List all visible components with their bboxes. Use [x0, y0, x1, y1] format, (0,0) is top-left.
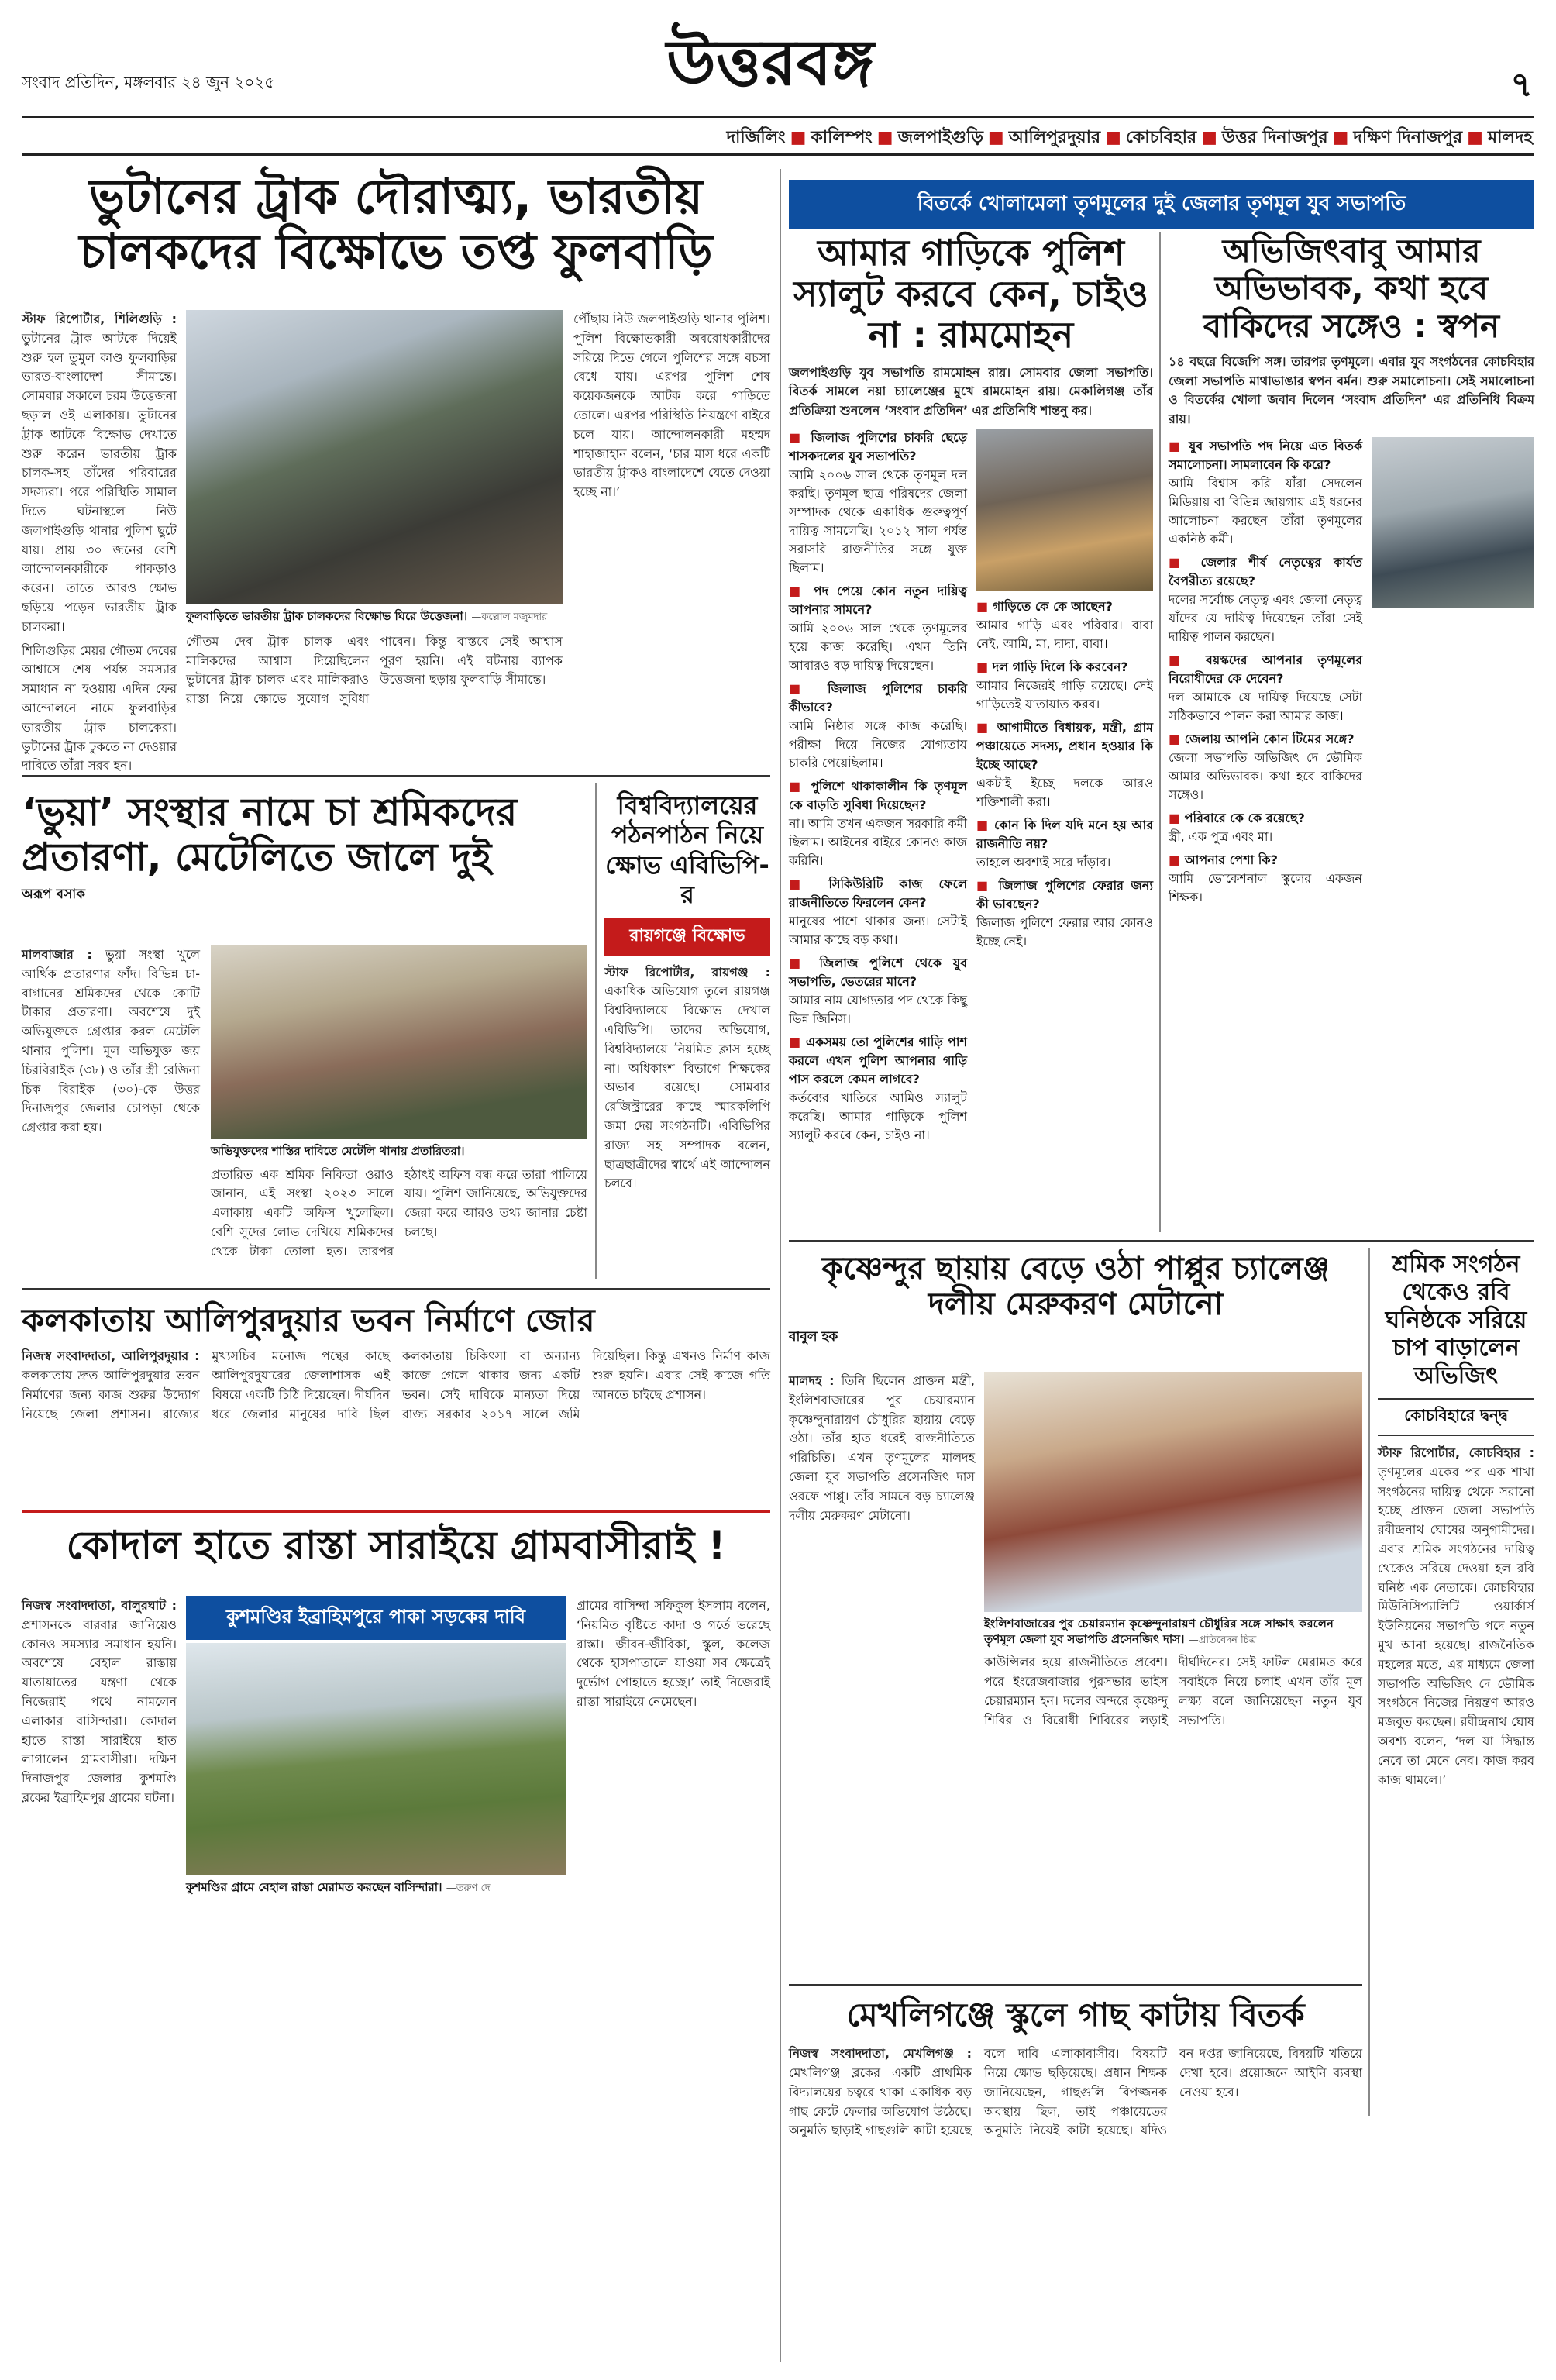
page-number: ৭: [1510, 65, 1533, 105]
question: ■ আপনার পেশা কি?: [1169, 852, 1278, 867]
story-pappu: [789, 1251, 1362, 1353]
divider: [22, 1288, 770, 1290]
question: ■ গাড়িতে কে কে আছেন?: [976, 599, 1113, 614]
divider: [1159, 232, 1161, 1232]
byline: বাবুল হক: [789, 1329, 838, 1345]
qa-item: [976, 718, 1153, 811]
answer: না। আমি তখন একজন সরকারি কর্মী ছিলাম। আইনের বাইরে কোনও কাজ করিনি।: [789, 816, 967, 869]
separator: ■: [1467, 128, 1483, 147]
masthead-bottom-rule: [22, 153, 1534, 156]
qa-item: [1169, 651, 1362, 725]
qa-list: [1169, 437, 1362, 911]
intro: ১৪ বছরে বিজেপি সঙ্গ। তারপর তৃণমূলে। এবার যুব সংগঠনের কোচবিহার জেলা সভাপতি মাথাভাঙার স্বপন বর্মন। শুরু সমালোচনা। সেই সমালোচনা ও বিতর্কের খোলা জবাব দিলেন ‘সংবাদ প্রতিদিন’ এর প্রতিনিধি বিক্রম রায়।: [1169, 353, 1534, 427]
section-title: উত্তরবঙ্গ: [666, 26, 874, 100]
paragraph: গ্রামের বাসিন্দা সফিকুল ইসলাম বলেন, ‘নিয়মিত বৃষ্টিতে কাদা ও গর্তে ভরেছে রাস্তা। জীবন-জীবিকা, স্কুল, কলেজ থেকে হাসপাতালে যাওয়া সব ক্ষেত্রেই দুর্ভোগ পোহাতে হচ্ছে।’ তাই নিজেরাই রাস্তা সারাইয়ে নেমেছেন।: [577, 1598, 770, 1709]
photo-credit: —তরুণ দে: [446, 1882, 491, 1894]
qa-item: [976, 877, 1153, 951]
qa-item: [1169, 851, 1362, 907]
story-fake-company: [22, 790, 587, 911]
paragraph: তৃণমূলের একের পর এক শাখা সংগঠনের দায়িত্ব থেকে সরানো হচ্ছে প্রাক্তন জেলা সভাপতি রবীন্দ্রনাথ ঘোষের অনুগামীদের। এবার শ্রমিক সংগঠনের দায়িত্ব থেকেও সরিয়ে দেওয়া হল রবি ঘনিষ্ঠ এক নেতাকে। কোচবিহার মিউনিসিপ্যালিটি ওয়ার্কার্স ইউনিয়নের সভাপতি পদে নতুন মুখ আনা হয়েছে। রাজনৈতিক মহলের মতে, এর মাধ্যমে জেলা সভাপতি অভিজিৎ দে ভৌমিক সংগঠনে নিজের নিয়ন্ত্রণ আরও মজবুত করছেন। রবীন্দ্রনাথ ঘোষ অবশ্য বলেন, ‘দল যা সিদ্ধান্ত নেবে তা মেনে নেব। কাজ করব কাজ থামলে।’: [1378, 1464, 1534, 1787]
headline: আমার গাড়িকে পুলিশ স্যালুট করবে কেন, চাইও না : রামমোহন: [793, 232, 1148, 356]
paragraph: ভুটানের ট্রাক আটকে দিয়েই শুরু হল তুমুল কাণ্ড ফুলবাড়ির ভারত-বাংলাদেশ সীমান্তে। সোমবার সকালে চরম উত্তেজনা ছড়াল ওই এলাকায়। ভুটানের ট্রাক আটকে বিক্ষোভ দেখাতে শুরু করেন ভারতীয় ট্রাক চালক-সহ তাঁদের পরিবারের সদস্যরা। পরে পরিস্থিতি সামাল দিতে ঘটনাস্থলে নিউ জলপাইগুড়ি থানার পুলিশ ছুটে যায়। প্রায় ৩০ জনের বেশি আন্দোলনকারীকে পাকড়াও করেন। তাতে আরও ক্ষোভ ছড়িয়ে পড়েন ভারতীয় ট্রাক চালকরা।: [22, 330, 177, 634]
answer: মানুষের পাশে থাকার জন্য। সেটাই আমার কাছে বড় কথা।: [789, 914, 967, 948]
separator: ■: [876, 128, 893, 147]
answer: আমি ভোকেশনাল স্কুলের একজন শিক্ষক।: [1169, 871, 1362, 905]
qa-list: [789, 429, 967, 1149]
paragraph: কাউন্সিলর হয়ে রাজনীতিতে প্রবেশ। পরে ইংরেজবাজার পুরসভার ভাইস চেয়ারম্যান হন। দলের অন্দরে কৃষ্ণেন্দু শিবির ও বিরোধী শিবিরের লড়াই দীর্ঘদিনের। সেই ফাটল মেরামত করে সবাইকে নিয়ে চলাই এখন তাঁর মূল লক্ষ্য বলে জানিয়েছেন নতুন যুব সভাপতি।: [984, 1655, 1362, 1727]
protest-photo: [186, 310, 563, 604]
question: ■ দল গাড়ি দিলে কি করবেন?: [976, 660, 1128, 674]
headline: ভুটানের ট্রাক দৌরাত্ম্য, ভারতীয় চালকদের বিক্ষোভে তপ্ত ফুলবাড়ি: [79, 168, 713, 281]
byline: স্টাফ রিপোর্টার, শিলিগুড়ি :: [22, 312, 177, 326]
question: ■ পুলিশে থাকাকালীন কি তৃণমূল কে বাড়তি সুবিধা দিয়েছেন?: [789, 779, 967, 812]
answer: আমার গাড়ি এবং পরিবার। বাবা নেই, আমি, মা, দাদা, বাবা।: [976, 618, 1153, 652]
answer: আমি ২০০৬ সাল থেকে তৃণমূলের হয়ে কাজ করেছি। এখন তিনি আবারও বড় দায়িত্ব দিয়েছেন।: [789, 621, 967, 673]
divider: [595, 783, 597, 1279]
paragraph: ভুয়া সংস্থা খুলে আর্থিক প্রতারণার ফাঁদ। বিভিন্ন চা-বাগানের শ্রমিকদের থেকে কোটি টাকার প্রতারণা। অবশেষে দুই অভিযুক্তকে গ্রেপ্তার করল মেটেলি থানার পুলিশ। মূল অভিযুক্ত জয় চিরবিরাইক (৩৮) ও তাঁর স্ত্রী রেজিনা চিক বিরাইক (৩০)-কে উত্তর দিনাজপুর জেলার চোপড়া থেকে গ্রেপ্তার করা হয়।: [22, 947, 200, 1135]
story-fake-company-photo-block: [211, 945, 587, 1261]
story-bhutan-trucks: [22, 169, 770, 280]
qa-item: [1169, 437, 1362, 549]
district-item: কোচবিহার: [1125, 128, 1197, 147]
district-item: উত্তর দিনাজপুর: [1221, 128, 1328, 147]
answer: স্ত্রী, এক পুত্র এবং মা।: [1169, 829, 1273, 845]
byline: নিজস্ব সংবাদদাতা, আলিপুরদুয়ার :: [22, 1348, 200, 1364]
district-item: জলপাইগুড়ি: [897, 128, 983, 147]
photo-credit: —প্রতিবেদন চিত্র: [1188, 1634, 1257, 1646]
paragraph: প্রতারিত এক শ্রমিক নিকিতা ওরাও জানান, এই সংস্থা ২০২৩ সালে এলাকায় একটি অফিস খুলেছিল। বেশি সুদের লোভ দেখিয়ে শ্রমিকদের থেকে টাকা তোলা হত। তারপর হঠাৎই অফিস বন্ধ করে তারা পালিয়ে যায়। পুলিশ জানিয়েছে, অভিযুক্তদের জেরা করে আরও তথ্য জানার চেষ্টা চলছে।: [211, 1166, 587, 1259]
paragraph: প্রশাসনকে বারবার জানিয়েও কোনও সমস্যার সমাধান হয়নি। অবশেষে বেহাল রাস্তায় যাতায়াতের যন্ত্রণা থেকে নিজেরাই পথে নামলেন এলাকার বাসিন্দারা। কোদাল হাতে রাস্তা সারাইয়ে হাত লাগালেন গ্রামবাসীরা। দক্ষিণ দিনাজপুর জেলার কুশমণ্ডি ব্লকের ইব্রাহিমপুর গ্রামের ঘটনা।: [22, 1617, 177, 1805]
story-tag: কোচবিহারে দ্বন্দ্ব: [1378, 1398, 1534, 1436]
interview-rammohan: [789, 232, 1153, 1149]
qa-item: [1169, 553, 1362, 646]
rammohan-photo: [976, 429, 1153, 591]
pappu-photo: [984, 1372, 1362, 1612]
answer: দলের সর্বোচ্চ নেতৃত্ব এবং জেলা নেতৃত্ব যাঁদের যে দায়িত্ব দিয়েছেন তাঁরা সেই দায়িত্ব পালন করছেন।: [1169, 592, 1362, 645]
byline: স্টাফ রিপোর্টার, কোচবিহার :: [1378, 1445, 1534, 1460]
question: ■ একসময় তো পুলিশের গাড়ি পাশ করলে এখন পুলিশ আপনার গাড়ি পাস করলে কেমন লাগবে?: [789, 1035, 967, 1087]
story-bhutan-photo-block: [186, 310, 563, 709]
question: ■ আগামীতে বিধায়ক, মন্ত্রী, গ্রাম পঞ্চায়েতে সদস্য, প্রধান হওয়ার কি ইচ্ছে আছে?: [976, 720, 1153, 772]
qa-item: [1169, 809, 1362, 846]
paragraph: শিলিগুড়ির মেয়র গৌতম দেবের আশ্বাসে শেষ পর্যন্ত সমস্যার সমাধান না হওয়ায় এদিন ফের আন্দোলনে নামে ফুলবাড়ির ভারতীয় ট্রাক চালকেরা। ভুটানের ট্রাক ঢুকতে না দেওয়ার দাবিতে তাঁরা সরব হন।: [22, 642, 177, 773]
answer: তাহলে অবশ্যই সরে দাঁড়াব।: [976, 855, 1111, 870]
qa-item: [789, 954, 967, 1028]
answer: জেলা সভাপতি অভিজিৎ দে ভৌমিক আমার অভিভাবক। কথা হবে বাকিদের সঙ্গেও।: [1169, 750, 1362, 803]
headline: ‘ভুয়া’ সংস্থার নামে চা শ্রমিকদের প্রতারণা, মেটেলিতে জালে দুই: [22, 790, 518, 880]
paragraph: তিনি ছিলেন প্রাক্তন মন্ত্রী, ইংলিশবাজারের পুর চেয়ারম্যান কৃষ্ণেন্দুনারায়ণ চৌধুরির ছায়ায় বেড়ে ওঠা। তাঁর হাত ধরেই রাজনীতিতে পরিচিতি। এখন তৃণমূলের মালদহ জেলা যুব সভাপতি প্রসেনজিৎ দাস ওরফে পাপ্পু। তাঁর সামনে বড় চ্যালেঞ্জ দলীয় মেরুকরণ মেটানো।: [789, 1373, 975, 1523]
separator: ■: [1105, 128, 1121, 147]
divider: [22, 1510, 770, 1513]
headline: শ্রমিক সংগঠন থেকেও রবি ঘনিষ্ঠকে সরিয়ে চাপ বাড়ালেন অভিজিৎ: [1385, 1251, 1527, 1390]
story-bhutan-body-col3: [573, 310, 770, 502]
question: ■ জিলাজ পুলিশের চাকরি কীভাবে?: [789, 681, 967, 715]
story-road-repair-photo-block: [186, 1596, 566, 1896]
headline: মেখলিগঞ্জে স্কুলে গাছ কাটায় বিতর্ক: [846, 1996, 1305, 2034]
headline: কৃষ্ণেন্দুর ছায়ায় বেড়ে ওঠা পাপ্পুর চ্যালেঞ্জ দলীয় মেরুকরণ মেটানো: [821, 1251, 1330, 1322]
qa-item: [1169, 730, 1362, 804]
byline: স্টাফ রিপোর্টার, রায়গঞ্জ :: [604, 964, 770, 980]
answer: আমি ২০০৬ সাল থেকে তৃণমূল দল করছি। তৃণমূল ছাত্র পরিষদের জেলা সম্পাদক থেকে একাধিক গুরুত্বপূর্ণ দায়িত্ব সামলেছি। ২০১২ সাল পর্যন্ত সরাসরি রাজনীতির সঙ্গে যুক্ত ছিলাম।: [789, 467, 967, 576]
divider: [789, 1240, 1534, 1242]
swapan-photo: [1372, 437, 1534, 608]
divider: [789, 1984, 1362, 1986]
intro: জলপাইগুড়ি যুব সভাপতি রামমোহন রায়। সোমবার জেলা সভাপতি। বিতর্ক সামলে নয়া চ্যালেঞ্জের মুখে রামমোহন রায়। মেকালিগঞ্জ তাঁর প্রতিক্রিয়া শুনলেন ‘সংবাদ প্রতিদিন’ এর প্রতিনিধি শান্তনু কর।: [789, 364, 1153, 418]
story-fake-company-col1: [22, 945, 200, 1138]
dateline: মালদহ :: [789, 1373, 835, 1388]
answer: জিলাজ পুলিশে ফেরার আর কোনও ইচ্ছে নেই।: [976, 915, 1153, 949]
byline: অরূপ বসাক: [22, 887, 86, 902]
answer: আমার নাম যোগ্যতার পদ থেকে কিছু ভিন্ন জিনিস।: [789, 993, 967, 1027]
headline: কলকাতায় আলিপুরদুয়ার ভবন নির্মাণে জোর: [22, 1301, 595, 1339]
qa-item: [976, 598, 1153, 653]
photo-caption: অভিযুক্তদের শাস্তির দাবিতে মেটেলি থানায় প্রতারিতরা।: [211, 1144, 465, 1158]
story-bhutan-body-col1: [22, 310, 177, 776]
dateline: মালবাজার :: [22, 947, 92, 962]
protest-photo: [211, 945, 587, 1139]
district-item: কালিম্পং: [811, 128, 873, 147]
photo-caption: ইংলিশবাজারের পুর চেয়ারম্যান কৃষ্ণেন্দুনারায়ণ চৌধুরির সঙ্গে সাক্ষাৎ করলেন তৃণমূল জেলা যুব সভাপতি প্রসেনজিৎ দাস।: [984, 1617, 1334, 1646]
qa-item: [789, 777, 967, 870]
district-item: মালদহ: [1487, 128, 1533, 147]
paragraph: কলকাতায় দ্রুত আলিপুরদুয়ার ভবন নির্মাণের জন্য কাজ শুরুর উদ্যোগ নিয়েছে জেলা প্রশাসন। রাজ্যের মুখ্যসচিব মনোজ পন্থের কাছে আলিপুরদুয়ারের জেলাশাসক এই বিষয়ে একটি চিঠি দিয়েছেন। দীর্ঘদিন ধরে জেলার মানুষের দাবি ছিল কলকাতায় চিকিৎসা বা অন্যান্য কাজে গেলে থাকার জন্য একটি ভবন। সেই দাবিকে মান্যতা দিয়ে রাজ্য সরকার ২০১৭ সালে জমি দিয়েছিল। কিন্তু এখনও নির্মাণ কাজ শুরু হয়নি। এবার সেই কাজে গতি আনতে চাইছে প্রশাসন।: [22, 1348, 770, 1421]
headline: কোদাল হাতে রাস্তা সারাইয়ে গ্রামবাসীরাই !: [66, 1523, 726, 1568]
qa-item: [976, 658, 1153, 714]
story-university: [604, 790, 770, 1193]
question: ■ জিলাজ পুলিশে থেকে যুব সভাপতি, ভেতরের মানে?: [789, 956, 967, 989]
banner: বিতর্কে খোলামেলা তৃণমূলের দুই জেলার তৃণমূল যুব সভাপতি: [789, 180, 1534, 229]
answer: কর্তব্যের খাতিরে আমিও স্যালুট করেছি। আমার গাড়িকে পুলিশ স্যালুট করবে কেন, চাইও না।: [789, 1090, 967, 1143]
separator: ■: [1332, 128, 1349, 147]
question: ■ পদ পেয়ে কোন নতুন দায়িত্ব আপনার সামনে?: [789, 584, 967, 617]
story-tmc-youth: [789, 180, 1534, 229]
question: ■ বয়স্কদের আপনার তৃণমূলের বিরোধীদের কে দেবেন?: [1169, 653, 1362, 686]
qa-item: [789, 1033, 967, 1145]
byline: নিজস্ব সংবাদদাতা, বালুরঘাট :: [22, 1598, 177, 1613]
dateline: সংবাদ প্রতিদিন, মঙ্গলবার ২৪ জুন ২০২৫: [22, 73, 275, 91]
paragraph: গৌতম দেব ট্রাক চালক এবং মালিকদের আশ্বাস দিয়েছিলেন ভুটানের ট্রাক চালক এবং মালিকরাও রাস্তা নিয়ে ক্ষোভে সুযোগ সুবিধা পাবেন। কিন্তু বাস্তবে সেই আশ্বাস পূরণ হয়নি। এই ঘটনায় ব্যাপক উত্তেজনা ছড়ায় ফুলবাড়ি সীমান্তে।: [186, 633, 563, 707]
district-item: আলিপুরদুয়ার: [1008, 128, 1101, 147]
separator: ■: [1201, 128, 1217, 147]
qa-item: [789, 429, 967, 577]
district-item: দক্ষিণ দিনাজপুর: [1353, 128, 1463, 147]
qa-list: [976, 598, 1153, 951]
district-item: দার্জিলিং: [726, 128, 786, 147]
photo-caption: ফুলবাড়িতে ভারতীয় ট্রাক চালকদের বিক্ষোভ ঘিরে উত্তেজনা।: [186, 609, 468, 623]
qa-item: [789, 875, 967, 949]
answer: একটাই ইচ্ছে দলকে আরও শক্তিশালী করা।: [976, 776, 1153, 810]
headline: অভিজিৎবাবু আমার অভিভাবক, কথা হবে বাকিদের সঙ্গেও : স্বপন: [1203, 232, 1500, 345]
byline: নিজস্ব সংবাদদাতা, মেখলিগঞ্জ :: [789, 2046, 972, 2061]
story-tag: রায়গঞ্জে বিক্ষোভ: [604, 918, 770, 956]
paragraph: মেখলিগঞ্জ ব্লকের একটি প্রাথমিক বিদ্যালয়ের চত্বরে থাকা একাধিক বড় গাছ কেটে ফেলার অভিযোগ উঠেছে। অনুমতি ছাড়াই গাছগুলি কাটা হয়েছে বলে দাবি এলাকাবাসীর। বিষয়টি নিয়ে ক্ষোভ ছড়িয়েছে। প্রধান শিক্ষক জানিয়েছেন, গাছগুলি বিপজ্জনক অবস্থায় ছিল, তাই পঞ্চায়েতের অনুমতি নিয়েই কাটা হয়েছে। যদিও বন দপ্তর জানিয়েছে, বিষয়টি খতিয়ে দেখা হবে। প্রয়োজনে আইনি ব্যবস্থা নেওয়া হবে।: [789, 2046, 1362, 2138]
story-pappu-col1: [789, 1372, 975, 1525]
paragraph: পৌঁছায় নিউ জলপাইগুড়ি থানার পুলিশ। পুলিশ বিক্ষোভকারী অবরোধকারীদের সরিয়ে দিতে গেলে পুলিশের সঙ্গে বচসা বেধে যায়। এরপর পুলিশ শেষ কয়েকজনকে আটক করে গাড়িতে তোলে। এরপর পরিস্থিতি নিয়ন্ত্রণে বাইরে চলে যায়। আন্দোলনকারী মহম্মদ শাহাজাহান বলেন, ‘চার মাস ধরে একটি ভারতীয় ট্রাকও বাংলাদেশে যেতে দেওয়া হচ্ছে না।’: [573, 312, 770, 500]
story-road-repair-col1: [22, 1596, 177, 1808]
answer: আমি নিষ্ঠার সঙ্গে কাজ করেছি। পরীক্ষা দিয়ে নিজের যোগ্যতায় চাকরি পেয়েছিলাম।: [789, 718, 967, 771]
story-pappu-photo-block: [984, 1372, 1362, 1731]
photo-credit: —কল্লোল মজুমদার: [471, 611, 548, 623]
subheadline-bar: কুশমণ্ডির ইব্রাহিমপুরে পাকা সড়কের দাবি: [186, 1596, 566, 1640]
question: ■ জিলাজ পুলিশের ফেরার জন্য কী ভাবছেন?: [976, 878, 1153, 911]
qa-item: [789, 582, 967, 675]
story-road-repair-col3: [577, 1596, 770, 1712]
road-repair-photo: [186, 1643, 566, 1875]
question: ■ কোন কি দিল যদি মনে হয় আর রাজনীতি নয়?: [976, 818, 1153, 851]
question: ■ সিকিউরিটি কাজ ফেলে রাজনীতিতে ফিরলেন কেন?: [789, 877, 967, 910]
district-list: [726, 124, 1533, 153]
photo-caption: কুশমণ্ডির গ্রামে বেহাল রাস্তা মেরামত করছেন বাসিন্দারা।: [186, 1880, 442, 1894]
question: ■ জেলায় আপনি কোন টিমের সঙ্গে?: [1169, 732, 1355, 746]
question: ■ জিলাজ পুলিশের চাকরি ছেড়ে শাসকদলের যুব সভাপতি?: [789, 430, 967, 463]
story-shramik: [1378, 1251, 1534, 1789]
masthead: [0, 0, 1556, 155]
masthead-rule: [22, 116, 1534, 118]
qa-item: [976, 816, 1153, 872]
answer: আমার নিজেরই গাড়ি রয়েছে। সেই গাড়িতেই যাতায়াত করব।: [976, 678, 1153, 712]
question: ■ জেলার শীর্ষ নেতৃত্বের কার্যত বৈপরীত্য রয়েছে?: [1169, 555, 1362, 588]
column-divider: [780, 169, 781, 2362]
qa-item: [789, 680, 967, 773]
headline: বিশ্ববিদ্যালয়ের পঠনপাঠন নিয়ে ক্ষোভ এবিভিপি-র: [605, 790, 769, 910]
story-mekhliganj: [789, 1996, 1362, 2141]
divider: [1368, 1248, 1370, 2116]
answer: দল আমাকে যে দায়িত্ব দিয়েছে সেটা সঠিকভাবে পালন করা আমার কাজ।: [1169, 690, 1362, 724]
paragraph: একাধিক অভিযোগ তুলে রায়গঞ্জ বিশ্ববিদ্যালয়ে বিক্ষোভ দেখাল এবিভিপি। তাদের অভিযোগ, বিশ্ববিদ্যালয়ে নিয়মিত ক্লাস হচ্ছে না। অধিকাংশ বিভাগে শিক্ষকের অভাব রয়েছে। সোমবার রেজিস্ট্রারের কাছে স্মারকলিপি জমা দেয় সংগঠনটি। এবিভিপির রাজ্য সহ সম্পাদক বলেন, ছাত্রছাত্রীদের স্বার্থে এই আন্দোলন চলবে।: [604, 983, 770, 1191]
separator: ■: [790, 128, 807, 147]
interview-swapan: [1169, 232, 1534, 911]
story-road-repair: [22, 1524, 770, 1569]
divider: [22, 775, 770, 777]
question: ■ যুব সভাপতি পদ নিয়ে এত বিতর্ক সমালোচনা। সামলাবেন কি করে?: [1169, 439, 1362, 472]
answer: আমি বিশ্বাস করি যাঁরা সেদলেন মিডিয়ায় বা বিভিন্ন জায়গায় এই ধরনের আলোচনা করছেন তাঁরা তৃণমূলের একনিষ্ঠ কর্মী।: [1169, 476, 1362, 547]
story-alipurduar-bhavan: [22, 1302, 770, 1424]
separator: ■: [987, 128, 1004, 147]
question: ■ পরিবারে কে কে রয়েছে?: [1169, 811, 1305, 825]
